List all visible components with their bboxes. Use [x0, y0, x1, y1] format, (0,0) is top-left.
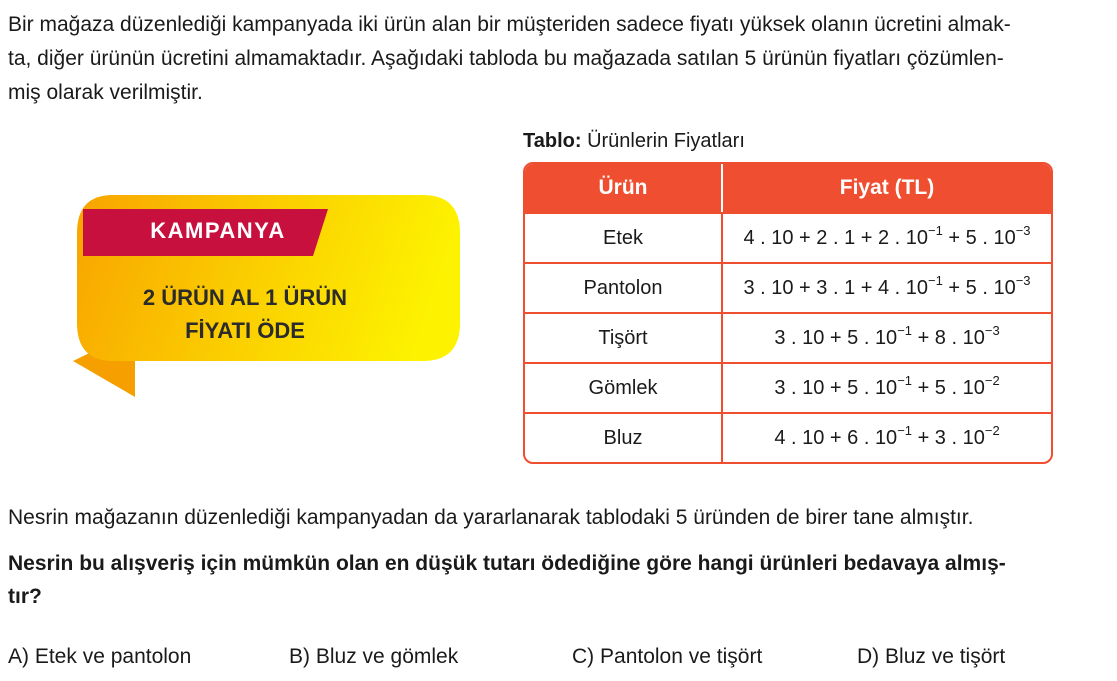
table-caption-text: Ürünlerin Fiyatları: [581, 130, 745, 152]
banner-label: KAMPANYA: [150, 218, 286, 243]
table-row: [525, 412, 1051, 462]
table-row: [525, 212, 1051, 262]
question-line-2: tır?: [8, 585, 42, 608]
table-row: [525, 312, 1051, 362]
price-exponent: −3: [1015, 272, 1031, 288]
price-term: + 5 . 10: [912, 376, 985, 399]
option-letter: B): [289, 645, 310, 668]
table-row: [525, 262, 1051, 312]
price-exponent: −1: [928, 222, 943, 238]
banner-offer: [115, 281, 375, 347]
price-cell: [721, 212, 1051, 262]
product-cell: Etek: [525, 212, 721, 262]
intro-line-3: miş olarak verilmiştir.: [8, 81, 203, 104]
table-caption-bold: Tablo:: [523, 130, 582, 152]
price-term: 4 . 10 + 2 . 1 + 2 . 10: [743, 226, 929, 249]
table-header-row: [525, 164, 1051, 212]
product-cell: Pantolon: [525, 262, 721, 312]
table-row: [525, 362, 1051, 412]
option-text: Bluz ve tişört: [885, 645, 1006, 668]
option-c[interactable]: [572, 645, 762, 669]
intro-line-1: Bir mağaza düzenlediği kampanyada iki ürün alan bir müşteriden sadece fiyatı yüksek olanın ücretini almak-: [8, 13, 1011, 36]
price-term: + 8 . 10: [912, 326, 985, 349]
option-text: Bluz ve gömlek: [315, 645, 459, 668]
option-b[interactable]: [289, 645, 458, 669]
option-text: Pantolon ve tişört: [600, 645, 763, 668]
option-letter: D): [857, 645, 880, 668]
price-term: 4 . 10 + 6 . 10: [774, 426, 898, 449]
price-term: + 5 . 10: [942, 276, 1016, 299]
price-exponent: −1: [897, 372, 913, 388]
table-caption: [523, 130, 745, 153]
option-d[interactable]: [857, 645, 1005, 669]
price-exponent: −2: [984, 372, 1000, 388]
campaign-banner: [55, 193, 465, 403]
question-line-1: Nesrin bu alışveriş için mümkün olan en düşük tutarı ödediğine göre hangi ürünleri bedavaya almış-: [8, 552, 1006, 575]
price-cell: [721, 262, 1051, 312]
price-cell: [721, 362, 1051, 412]
price-term: 3 . 10 + 5 . 10: [774, 376, 898, 399]
price-term: 3 . 10 + 3 . 1 + 4 . 10: [743, 276, 929, 299]
price-exponent: −3: [984, 322, 1000, 338]
header-product: Ürün: [525, 164, 721, 212]
option-letter: C): [572, 645, 595, 668]
banner-offer-line-2: FİYATI ÖDE: [185, 318, 305, 343]
product-cell: Bluz: [525, 412, 721, 462]
intro-line-2: ta, diğer ürünün ücretini almamaktadır. Aşağıdaki tabloda bu mağazada satılan 5 ürünün fiyatları çözümlen-: [8, 47, 1004, 70]
price-term: 3 . 10 + 5 . 10: [774, 326, 898, 349]
price-table: [523, 162, 1053, 464]
option-a[interactable]: [8, 645, 191, 669]
product-cell: Gömlek: [525, 362, 721, 412]
banner-offer-line-1: 2 ÜRÜN AL 1 ÜRÜN: [142, 285, 348, 310]
price-term: + 3 . 10: [912, 426, 985, 449]
price-exponent: −1: [897, 422, 913, 438]
price-exponent: −1: [897, 322, 913, 338]
intro-paragraph: [8, 8, 1112, 110]
question-text: [8, 547, 1112, 613]
product-cell: Tişört: [525, 312, 721, 362]
answer-options: [8, 645, 1112, 675]
price-cell: [721, 312, 1051, 362]
price-exponent: −1: [928, 272, 943, 288]
price-cell: [721, 412, 1051, 462]
header-price: Fiyat (TL): [721, 164, 1051, 212]
statement-text: Nesrin mağazanın düzenlediği kampanyadan da yararlanarak tablodaki 5 üründen de birer tane almıştır.: [8, 506, 974, 529]
price-exponent: −2: [984, 422, 1000, 438]
option-letter: A): [8, 645, 29, 668]
option-text: Etek ve pantolon: [34, 645, 192, 668]
price-term: + 5 . 10: [942, 226, 1016, 249]
price-exponent: −3: [1015, 222, 1031, 238]
